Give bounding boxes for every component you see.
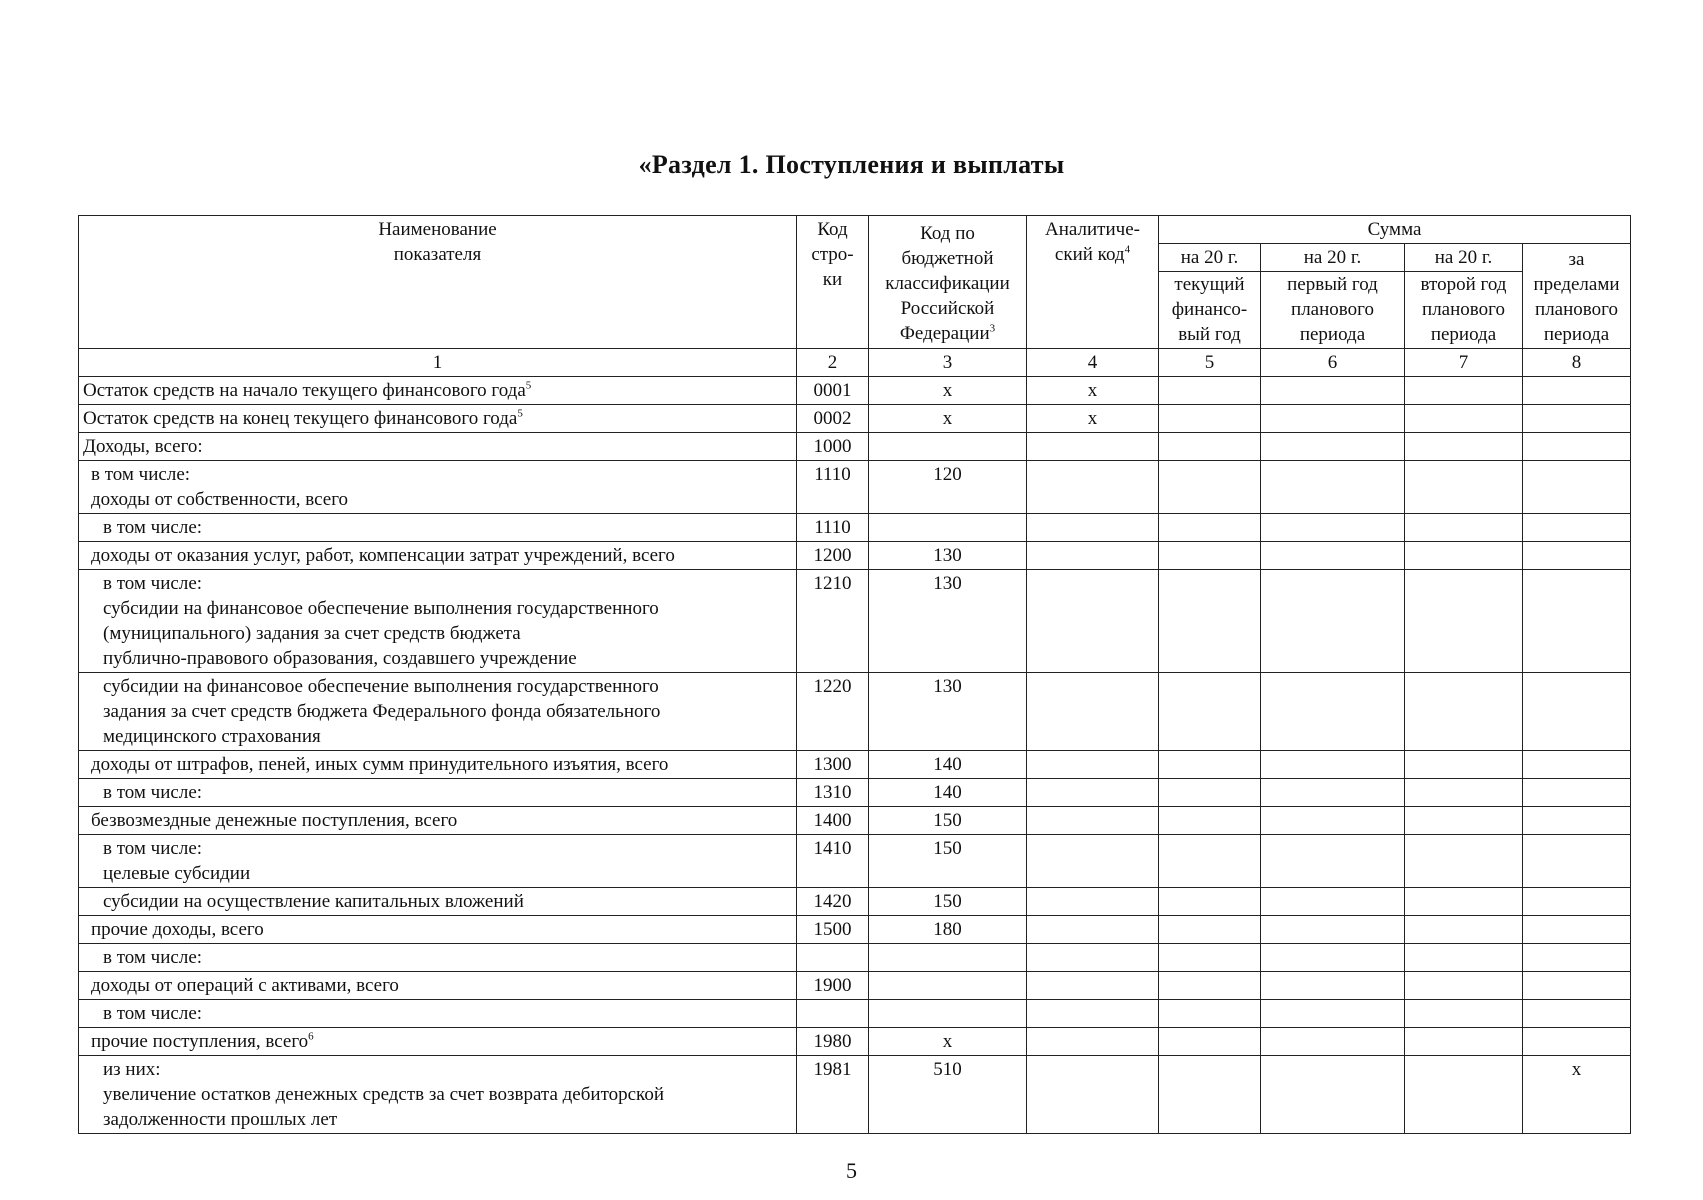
header-period-beyond: за пределами планового периода (1523, 244, 1631, 349)
column-number: 8 (1523, 349, 1631, 377)
row-code: 1300 (797, 751, 869, 779)
row-analytic-code (1027, 916, 1159, 944)
row-analytic-code (1027, 1000, 1159, 1028)
row-budget-code: x (869, 405, 1027, 433)
row-budget-code: 130 (869, 673, 1027, 751)
row-name-line: в том числе: (103, 947, 203, 968)
row-name (79, 944, 797, 972)
row-name-line: задания за счет средств бюджета Федерального фонда обязательного (103, 701, 661, 722)
row-sum-second (1405, 514, 1523, 542)
row-code: 1410 (797, 835, 869, 888)
row-code: 1900 (797, 972, 869, 1000)
header-period-second: на 20 г. второй год планового периода (1405, 244, 1523, 349)
column-number: 2 (797, 349, 869, 377)
row-sum-first (1261, 807, 1405, 835)
row-name-line: задолженности прошлых лет (103, 1109, 338, 1130)
row-budget-code: 150 (869, 888, 1027, 916)
row-sum-second (1405, 751, 1523, 779)
row-sum-first (1261, 1000, 1405, 1028)
row-name (79, 514, 797, 542)
row-sum-current (1159, 1000, 1261, 1028)
row-sum-beyond (1523, 542, 1631, 570)
column-number: 7 (1405, 349, 1523, 377)
row-name (79, 751, 797, 779)
row-sum-current (1159, 916, 1261, 944)
row-sum-beyond (1523, 570, 1631, 673)
row-code: 0001 (797, 377, 869, 405)
row-sum-beyond (1523, 433, 1631, 461)
row-name-line: в том числе: (103, 517, 203, 538)
row-sum-first (1261, 916, 1405, 944)
table-row (79, 972, 1631, 1000)
row-sum-current (1159, 673, 1261, 751)
row-sum-current (1159, 405, 1261, 433)
row-sum-second (1405, 779, 1523, 807)
row-sum-current (1159, 461, 1261, 514)
row-name-line: субсидии на осуществление капитальных вложений (103, 891, 524, 912)
row-sum-first (1261, 377, 1405, 405)
table-row (79, 1028, 1631, 1056)
row-sum-second (1405, 916, 1523, 944)
row-budget-code: 150 (869, 835, 1027, 888)
row-sum-beyond (1523, 1028, 1631, 1056)
row-code: 1310 (797, 779, 869, 807)
row-name (79, 807, 797, 835)
header-period-current: на 20 г. текущий финансо- вый год (1159, 244, 1261, 349)
row-sum-beyond (1523, 779, 1631, 807)
row-name-line: в том числе: (91, 464, 191, 485)
row-sum-beyond: x (1523, 1056, 1631, 1134)
row-name-line: (муниципального) задания за счет средств бюджета (103, 623, 521, 644)
row-sum-current (1159, 1028, 1261, 1056)
table-row (79, 779, 1631, 807)
row-code: 1110 (797, 514, 869, 542)
row-name-line: безвозмездные денежные поступления, всего (91, 810, 458, 831)
row-sum-first (1261, 514, 1405, 542)
row-analytic-code (1027, 835, 1159, 888)
row-name (79, 779, 797, 807)
table-row (79, 1056, 1631, 1134)
row-sum-beyond (1523, 405, 1631, 433)
row-analytic-code (1027, 542, 1159, 570)
row-code: 1980 (797, 1028, 869, 1056)
row-code: 1220 (797, 673, 869, 751)
row-sum-first (1261, 570, 1405, 673)
row-analytic-code (1027, 570, 1159, 673)
row-budget-code: x (869, 1028, 1027, 1056)
row-sum-current (1159, 514, 1261, 542)
row-name-line: прочие поступления, всего$^6$ (91, 1030, 314, 1052)
row-sum-current (1159, 944, 1261, 972)
row-sum-first (1261, 944, 1405, 972)
row-code: 1500 (797, 916, 869, 944)
table-row (79, 377, 1631, 405)
row-sum-first (1261, 888, 1405, 916)
row-sum-second (1405, 1000, 1523, 1028)
row-name (79, 433, 797, 461)
row-code: 1110 (797, 461, 869, 514)
row-sum-first (1261, 461, 1405, 514)
row-budget-code: 140 (869, 751, 1027, 779)
row-code: 1210 (797, 570, 869, 673)
row-sum-beyond (1523, 888, 1631, 916)
table-row (79, 751, 1631, 779)
row-analytic-code (1027, 433, 1159, 461)
column-number: 3 (869, 349, 1027, 377)
row-name-line: доходы от собственности, всего (91, 489, 349, 510)
header-code: Код стро- ки (797, 216, 869, 349)
row-sum-second (1405, 1056, 1523, 1134)
row-budget-code: 120 (869, 461, 1027, 514)
row-sum-first (1261, 779, 1405, 807)
row-name (79, 1056, 797, 1134)
table-row (79, 542, 1631, 570)
row-sum-first (1261, 751, 1405, 779)
row-sum-beyond (1523, 916, 1631, 944)
row-name-line: увеличение остатков денежных средств за счет возврата дебиторской (103, 1084, 664, 1105)
row-analytic-code (1027, 807, 1159, 835)
table-row (79, 433, 1631, 461)
table-header (79, 216, 1631, 377)
row-budget-code: 140 (869, 779, 1027, 807)
row-code (797, 944, 869, 972)
row-sum-current (1159, 1056, 1261, 1134)
table-row (79, 888, 1631, 916)
page-number: 5 (846, 1158, 857, 1183)
row-budget-code (869, 433, 1027, 461)
table-row (79, 461, 1631, 514)
row-sum-beyond (1523, 377, 1631, 405)
column-number: 4 (1027, 349, 1159, 377)
row-name-line: Остаток средств на начало текущего финансового года$^5$ (83, 379, 532, 401)
row-sum-beyond (1523, 1000, 1631, 1028)
row-sum-first (1261, 835, 1405, 888)
row-name-line: в том числе: (103, 782, 203, 803)
row-name-line: Остаток средств на конец текущего финансового года$^5$ (83, 407, 523, 429)
row-name (79, 461, 797, 514)
table-row (79, 405, 1631, 433)
section-title: «Раздел 1. Поступления и выплаты (638, 150, 1065, 179)
row-sum-first (1261, 433, 1405, 461)
row-name-line: субсидии на финансовое обеспечение выполнения государственного (103, 598, 659, 619)
row-name-line: в том числе: (103, 1003, 203, 1024)
row-name-line: публично-правового образования, создавшего учреждение (103, 648, 577, 669)
row-analytic-code: x (1027, 405, 1159, 433)
table-row (79, 916, 1631, 944)
row-sum-second (1405, 807, 1523, 835)
column-number: 6 (1261, 349, 1405, 377)
row-sum-beyond (1523, 835, 1631, 888)
row-analytic-code: x (1027, 377, 1159, 405)
row-name (79, 835, 797, 888)
row-code: 1420 (797, 888, 869, 916)
row-sum-second (1405, 542, 1523, 570)
header-name: Наименование показателя (79, 216, 797, 349)
header-budget-classification: Код по бюджетной классификации Российской Федерации$^3$ (869, 216, 1027, 349)
row-name-line: Доходы, всего: (83, 436, 203, 457)
row-name (79, 673, 797, 751)
row-sum-second (1405, 433, 1523, 461)
row-sum-beyond (1523, 751, 1631, 779)
row-sum-second (1405, 377, 1523, 405)
row-sum-first (1261, 1028, 1405, 1056)
row-analytic-code (1027, 1056, 1159, 1134)
row-code: 1200 (797, 542, 869, 570)
row-name (79, 377, 797, 405)
row-sum-first (1261, 542, 1405, 570)
row-sum-current (1159, 433, 1261, 461)
row-sum-current (1159, 888, 1261, 916)
row-budget-code (869, 514, 1027, 542)
table-row (79, 514, 1631, 542)
header-period-first: на 20 г. первый год планового периода (1261, 244, 1405, 349)
row-name (79, 972, 797, 1000)
row-sum-first (1261, 972, 1405, 1000)
row-code: 0002 (797, 405, 869, 433)
column-numbers-row (79, 349, 1631, 377)
receipts-payments-table (78, 215, 1631, 1134)
row-name-line: медицинского страхования (103, 726, 321, 747)
row-sum-beyond (1523, 944, 1631, 972)
row-name (79, 1028, 797, 1056)
table-body (79, 377, 1631, 1134)
row-sum-current (1159, 751, 1261, 779)
row-analytic-code (1027, 673, 1159, 751)
row-budget-code (869, 1000, 1027, 1028)
row-sum-second (1405, 888, 1523, 916)
row-code: 1981 (797, 1056, 869, 1134)
row-sum-current (1159, 779, 1261, 807)
row-sum-beyond (1523, 461, 1631, 514)
row-code: 1000 (797, 433, 869, 461)
row-sum-current (1159, 377, 1261, 405)
row-sum-second (1405, 673, 1523, 751)
row-sum-current (1159, 542, 1261, 570)
row-analytic-code (1027, 514, 1159, 542)
row-sum-current (1159, 570, 1261, 673)
row-budget-code: x (869, 377, 1027, 405)
row-sum-beyond (1523, 972, 1631, 1000)
header-analytic-code: Аналитиче- ский код$^4$ (1027, 216, 1159, 349)
row-budget-code: 130 (869, 570, 1027, 673)
row-name (79, 916, 797, 944)
row-sum-second (1405, 835, 1523, 888)
row-sum-first (1261, 1056, 1405, 1134)
row-name-line: прочие доходы, всего (91, 919, 264, 940)
row-analytic-code (1027, 972, 1159, 1000)
table-row (79, 1000, 1631, 1028)
row-name (79, 405, 797, 433)
row-sum-beyond (1523, 673, 1631, 751)
row-name (79, 888, 797, 916)
row-analytic-code (1027, 779, 1159, 807)
table-row (79, 807, 1631, 835)
table-row (79, 673, 1631, 751)
row-name (79, 542, 797, 570)
row-sum-second (1405, 944, 1523, 972)
row-budget-code (869, 972, 1027, 1000)
column-number: 5 (1159, 349, 1261, 377)
row-sum-second (1405, 405, 1523, 433)
row-sum-second (1405, 972, 1523, 1000)
row-sum-current (1159, 972, 1261, 1000)
row-sum-second (1405, 1028, 1523, 1056)
table-row (79, 835, 1631, 888)
row-analytic-code (1027, 1028, 1159, 1056)
row-budget-code: 180 (869, 916, 1027, 944)
row-name-line: доходы от штрафов, пеней, иных сумм принудительного изъятия, всего (91, 754, 669, 775)
header-sum: Сумма (1159, 216, 1631, 244)
row-budget-code: 510 (869, 1056, 1027, 1134)
row-name-line: доходы от операций с активами, всего (91, 975, 399, 996)
row-sum-second (1405, 570, 1523, 673)
row-sum-beyond (1523, 807, 1631, 835)
row-sum-first (1261, 405, 1405, 433)
table-row (79, 570, 1631, 673)
row-sum-current (1159, 807, 1261, 835)
row-name (79, 570, 797, 673)
row-budget-code: 150 (869, 807, 1027, 835)
row-name-line: субсидии на финансовое обеспечение выполнения государственного (103, 676, 659, 697)
row-analytic-code (1027, 888, 1159, 916)
row-sum-first (1261, 673, 1405, 751)
row-code: 1400 (797, 807, 869, 835)
row-analytic-code (1027, 461, 1159, 514)
row-name-line: доходы от оказания услуг, работ, компенсации затрат учреждений, всего (91, 545, 675, 566)
row-name-line: в том числе: (103, 573, 203, 594)
row-sum-beyond (1523, 514, 1631, 542)
row-budget-code: 130 (869, 542, 1027, 570)
row-analytic-code (1027, 944, 1159, 972)
row-code (797, 1000, 869, 1028)
row-sum-current (1159, 835, 1261, 888)
row-name-line: из них: (103, 1059, 161, 1080)
row-analytic-code (1027, 751, 1159, 779)
row-name-line: в том числе: (103, 838, 203, 859)
row-name (79, 1000, 797, 1028)
table-row (79, 944, 1631, 972)
row-budget-code (869, 944, 1027, 972)
column-number: 1 (79, 349, 797, 377)
row-name-line: целевые субсидии (103, 863, 251, 884)
row-sum-second (1405, 461, 1523, 514)
